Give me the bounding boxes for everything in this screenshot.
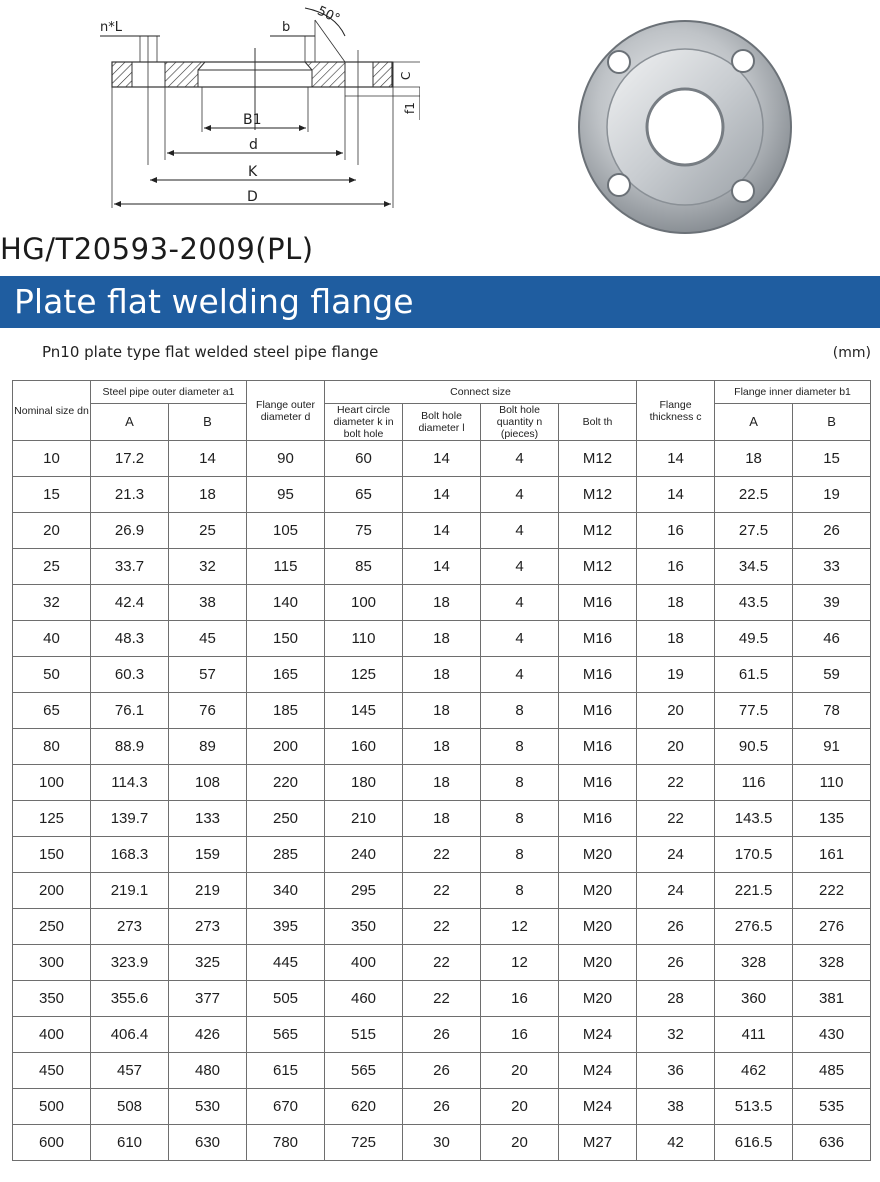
table-cell: 125 <box>325 657 403 693</box>
table-cell: 780 <box>247 1125 325 1161</box>
table-cell: 210 <box>325 801 403 837</box>
table-cell: 615 <box>247 1053 325 1089</box>
table-cell: 139.7 <box>91 801 169 837</box>
table-cell: 4 <box>481 513 559 549</box>
table-row <box>13 549 871 585</box>
table-cell: M12 <box>559 549 637 585</box>
table-cell: 457 <box>91 1053 169 1089</box>
table-cell: 42.4 <box>91 585 169 621</box>
table-cell: 26 <box>637 945 715 981</box>
table-row <box>13 801 871 837</box>
table-cell: 16 <box>637 513 715 549</box>
table-cell: 350 <box>325 909 403 945</box>
table-cell: 18 <box>403 621 481 657</box>
table-cell: 61.5 <box>715 657 793 693</box>
table-cell: 26 <box>793 513 871 549</box>
table-cell: 20 <box>13 513 91 549</box>
table-cell: 4 <box>481 621 559 657</box>
table-row <box>13 1125 871 1161</box>
table-cell: 20 <box>481 1089 559 1125</box>
table-cell: 20 <box>637 729 715 765</box>
table-cell: 85 <box>325 549 403 585</box>
table-row <box>13 945 871 981</box>
table-cell: 27.5 <box>715 513 793 549</box>
table-cell: 60.3 <box>91 657 169 693</box>
table-cell: 16 <box>481 1017 559 1053</box>
table-cell: 220 <box>247 765 325 801</box>
table-cell: 377 <box>169 981 247 1017</box>
header-sub-a: A <box>715 404 793 441</box>
table-cell: 12 <box>481 945 559 981</box>
table-cell: 105 <box>247 513 325 549</box>
table-cell: 406.4 <box>91 1017 169 1053</box>
table-cell: 18 <box>403 765 481 801</box>
table-cell: 168.3 <box>91 837 169 873</box>
table-cell: 32 <box>169 549 247 585</box>
table-row <box>13 837 871 873</box>
table-cell: 500 <box>13 1089 91 1125</box>
table-cell: 161 <box>793 837 871 873</box>
table-cell: 14 <box>403 477 481 513</box>
table-subtitle: Pn10 plate type flat welded steel pipe flange <box>42 343 379 361</box>
table-cell: 20 <box>637 693 715 729</box>
header-nominal-size: Nominal size dn <box>13 381 91 441</box>
table-cell: M24 <box>559 1017 637 1053</box>
table-cell: 462 <box>715 1053 793 1089</box>
table-cell: 114.3 <box>91 765 169 801</box>
table-cell: 15 <box>13 477 91 513</box>
label-b: b <box>282 20 291 35</box>
table-cell: 33.7 <box>91 549 169 585</box>
table-row <box>13 729 871 765</box>
table-cell: 395 <box>247 909 325 945</box>
table-row <box>13 657 871 693</box>
table-cell: M16 <box>559 801 637 837</box>
table-cell: 34.5 <box>715 549 793 585</box>
unit-label: (mm) <box>832 345 871 361</box>
table-cell: 340 <box>247 873 325 909</box>
table-cell: 18 <box>403 657 481 693</box>
table-cell: 22.5 <box>715 477 793 513</box>
header-bolt-hole-quantity: Bolt hole quantity n (pieces) <box>481 404 559 441</box>
table-row <box>13 477 871 513</box>
table-cell: 28 <box>637 981 715 1017</box>
table-cell: 39 <box>793 585 871 621</box>
table-cell: 530 <box>169 1089 247 1125</box>
table-cell: 150 <box>13 837 91 873</box>
table-cell: 57 <box>169 657 247 693</box>
table-cell: 328 <box>793 945 871 981</box>
table-cell: 145 <box>325 693 403 729</box>
table-cell: M24 <box>559 1089 637 1125</box>
table-cell: 95 <box>247 477 325 513</box>
table-cell: 46 <box>793 621 871 657</box>
table-cell: 18 <box>403 693 481 729</box>
table-cell: 14 <box>169 441 247 477</box>
table-cell: 20 <box>481 1053 559 1089</box>
table-cell: 49.5 <box>715 621 793 657</box>
table-row <box>13 1053 871 1089</box>
table-cell: 150 <box>247 621 325 657</box>
table-cell: 250 <box>13 909 91 945</box>
table-cell: 400 <box>325 945 403 981</box>
table-cell: 16 <box>637 549 715 585</box>
table-cell: 165 <box>247 657 325 693</box>
table-cell: 8 <box>481 873 559 909</box>
header-bolt-hole-diameter: Bolt hole diameter l <box>403 404 481 441</box>
table-cell: 219.1 <box>91 873 169 909</box>
label-f1: f1 <box>403 102 417 114</box>
table-cell: 219 <box>169 873 247 909</box>
table-row <box>13 1089 871 1125</box>
table-cell: M16 <box>559 765 637 801</box>
label-c: C <box>399 71 413 80</box>
table-cell: 14 <box>637 477 715 513</box>
table-cell: 276 <box>793 909 871 945</box>
table-cell: 32 <box>637 1017 715 1053</box>
table-cell: 22 <box>403 909 481 945</box>
table-cell: 24 <box>637 873 715 909</box>
table-cell: 18 <box>403 585 481 621</box>
table-cell: 10 <box>13 441 91 477</box>
table-cell: 4 <box>481 657 559 693</box>
flange-cross-section-drawing <box>0 0 420 230</box>
table-cell: 26 <box>637 909 715 945</box>
banner-title: Plate flat welding flange <box>0 276 880 328</box>
header-connect-size: Connect size <box>325 381 637 404</box>
table-cell: M16 <box>559 657 637 693</box>
table-cell: M16 <box>559 621 637 657</box>
table-cell: 110 <box>325 621 403 657</box>
table-cell: M12 <box>559 513 637 549</box>
label-b1: B1 <box>243 112 262 128</box>
table-cell: 565 <box>247 1017 325 1053</box>
table-cell: 78 <box>793 693 871 729</box>
table-cell: 89 <box>169 729 247 765</box>
table-cell: 515 <box>325 1017 403 1053</box>
table-cell: 140 <box>247 585 325 621</box>
table-row <box>13 981 871 1017</box>
table-row <box>13 873 871 909</box>
table-cell: 221.5 <box>715 873 793 909</box>
table-row <box>13 621 871 657</box>
table-row <box>13 1017 871 1053</box>
table-cell: 116 <box>715 765 793 801</box>
table-cell: 460 <box>325 981 403 1017</box>
table-cell: 18 <box>715 441 793 477</box>
table-cell: 100 <box>13 765 91 801</box>
table-cell: 26 <box>403 1053 481 1089</box>
table-cell: 33 <box>793 549 871 585</box>
standard-code: HG/T20593-2009(PL) <box>0 232 314 266</box>
table-cell: 8 <box>481 765 559 801</box>
table-cell: 26 <box>403 1017 481 1053</box>
table-cell: 485 <box>793 1053 871 1089</box>
table-cell: 185 <box>247 693 325 729</box>
table-cell: 300 <box>13 945 91 981</box>
table-cell: 80 <box>13 729 91 765</box>
table-cell: 45 <box>169 621 247 657</box>
header-flange-thickness: Flange thickness c <box>637 381 715 441</box>
table-cell: 14 <box>403 549 481 585</box>
table-cell: 8 <box>481 693 559 729</box>
table-cell: 8 <box>481 729 559 765</box>
table-cell: 133 <box>169 801 247 837</box>
table-cell: 426 <box>169 1017 247 1053</box>
table-cell: 32 <box>13 585 91 621</box>
table-cell: 4 <box>481 549 559 585</box>
table-cell: 135 <box>793 801 871 837</box>
label-angle: 50° <box>314 3 343 27</box>
table-cell: 620 <box>325 1089 403 1125</box>
table-cell: 50 <box>13 657 91 693</box>
table-cell: 12 <box>481 909 559 945</box>
table-cell: M16 <box>559 729 637 765</box>
table-cell: 18 <box>403 729 481 765</box>
table-cell: M20 <box>559 945 637 981</box>
table-cell: 159 <box>169 837 247 873</box>
table-cell: 430 <box>793 1017 871 1053</box>
table-cell: 18 <box>637 621 715 657</box>
table-cell: 400 <box>13 1017 91 1053</box>
table-cell: M27 <box>559 1125 637 1161</box>
table-cell: 14 <box>637 441 715 477</box>
header-sub-b: B <box>793 404 871 441</box>
table-cell: 505 <box>247 981 325 1017</box>
table-cell: 100 <box>325 585 403 621</box>
table-cell: 240 <box>325 837 403 873</box>
table-cell: 22 <box>637 765 715 801</box>
table-cell: M20 <box>559 981 637 1017</box>
table-cell: 273 <box>169 909 247 945</box>
table-cell: 21.3 <box>91 477 169 513</box>
table-cell: 273 <box>91 909 169 945</box>
table-cell: 40 <box>13 621 91 657</box>
table-row <box>13 693 871 729</box>
table-row <box>13 585 871 621</box>
table-cell: 450 <box>13 1053 91 1089</box>
table-cell: M20 <box>559 873 637 909</box>
table-cell: 90 <box>247 441 325 477</box>
table-cell: 76 <box>169 693 247 729</box>
table-cell: 480 <box>169 1053 247 1089</box>
header-steel-pipe-outer: Steel pipe outer diameter a1 <box>91 381 247 404</box>
label-d-small: d <box>249 137 258 153</box>
table-cell: 25 <box>169 513 247 549</box>
table-cell: 25 <box>13 549 91 585</box>
table-cell: 20 <box>481 1125 559 1161</box>
table-cell: 22 <box>403 873 481 909</box>
table-cell: 26 <box>403 1089 481 1125</box>
table-cell: 108 <box>169 765 247 801</box>
table-cell: M12 <box>559 477 637 513</box>
table-cell: 325 <box>169 945 247 981</box>
table-cell: 18 <box>403 801 481 837</box>
table-cell: 355.6 <box>91 981 169 1017</box>
table-cell: M20 <box>559 837 637 873</box>
table-cell: 19 <box>793 477 871 513</box>
table-cell: 77.5 <box>715 693 793 729</box>
table-cell: 125 <box>13 801 91 837</box>
table-cell: 30 <box>403 1125 481 1161</box>
table-cell: 160 <box>325 729 403 765</box>
table-cell: 22 <box>403 981 481 1017</box>
table-cell: M16 <box>559 585 637 621</box>
table-cell: 14 <box>403 441 481 477</box>
table-cell: 91 <box>793 729 871 765</box>
table-cell: M20 <box>559 909 637 945</box>
table-cell: 15 <box>793 441 871 477</box>
table-cell: 180 <box>325 765 403 801</box>
header-sub-a: A <box>91 404 169 441</box>
label-d-big: D <box>247 189 258 205</box>
table-cell: 43.5 <box>715 585 793 621</box>
label-n-l: n*L <box>100 20 122 35</box>
table-cell: 4 <box>481 477 559 513</box>
table-cell: 22 <box>637 801 715 837</box>
table-cell: 250 <box>247 801 325 837</box>
table-cell: 630 <box>169 1125 247 1161</box>
table-cell: 295 <box>325 873 403 909</box>
table-cell: 60 <box>325 441 403 477</box>
table-cell: 38 <box>169 585 247 621</box>
table-cell: 115 <box>247 549 325 585</box>
table-cell: 360 <box>715 981 793 1017</box>
table-cell: 65 <box>13 693 91 729</box>
table-row <box>13 909 871 945</box>
header-flange-outer: Flange outer diameter d <box>247 381 325 441</box>
table-cell: 565 <box>325 1053 403 1089</box>
table-cell: 610 <box>91 1125 169 1161</box>
table-cell: 350 <box>13 981 91 1017</box>
table-cell: 42 <box>637 1125 715 1161</box>
table-cell: 48.3 <box>91 621 169 657</box>
table-cell: 508 <box>91 1089 169 1125</box>
flange-spec-table <box>12 380 871 1161</box>
table-cell: 323.9 <box>91 945 169 981</box>
flange-product-image <box>575 12 795 242</box>
table-cell: 19 <box>637 657 715 693</box>
table-cell: 76.1 <box>91 693 169 729</box>
table-cell: 200 <box>13 873 91 909</box>
label-k: K <box>248 164 258 180</box>
table-cell: 636 <box>793 1125 871 1161</box>
table-cell: 38 <box>637 1089 715 1125</box>
table-row <box>13 441 871 477</box>
table-cell: 65 <box>325 477 403 513</box>
table-cell: 535 <box>793 1089 871 1125</box>
table-cell: M16 <box>559 693 637 729</box>
table-cell: 17.2 <box>91 441 169 477</box>
table-row <box>13 765 871 801</box>
table-cell: 14 <box>403 513 481 549</box>
table-cell: 24 <box>637 837 715 873</box>
table-cell: 616.5 <box>715 1125 793 1161</box>
table-cell: 328 <box>715 945 793 981</box>
table-cell: 285 <box>247 837 325 873</box>
table-cell: 276.5 <box>715 909 793 945</box>
table-cell: 445 <box>247 945 325 981</box>
table-cell: 170.5 <box>715 837 793 873</box>
table-cell: 4 <box>481 441 559 477</box>
table-cell: 381 <box>793 981 871 1017</box>
table-cell: 513.5 <box>715 1089 793 1125</box>
table-cell: 75 <box>325 513 403 549</box>
table-cell: M24 <box>559 1053 637 1089</box>
header-sub-b: B <box>169 404 247 441</box>
header-flange-inner: Flange inner diameter b1 <box>715 381 871 404</box>
table-cell: 4 <box>481 585 559 621</box>
table-row <box>13 513 871 549</box>
table-cell: 670 <box>247 1089 325 1125</box>
table-cell: 59 <box>793 657 871 693</box>
table-cell: 411 <box>715 1017 793 1053</box>
table-cell: 36 <box>637 1053 715 1089</box>
table-cell: 18 <box>169 477 247 513</box>
table-cell: 8 <box>481 801 559 837</box>
table-cell: 16 <box>481 981 559 1017</box>
table-cell: 222 <box>793 873 871 909</box>
table-cell: 22 <box>403 945 481 981</box>
table-cell: 22 <box>403 837 481 873</box>
table-cell: 200 <box>247 729 325 765</box>
table-cell: 90.5 <box>715 729 793 765</box>
table-cell: 143.5 <box>715 801 793 837</box>
header-bolt-th: Bolt th <box>559 404 637 441</box>
table-cell: 110 <box>793 765 871 801</box>
table-body <box>13 441 871 1161</box>
table-cell: 8 <box>481 837 559 873</box>
table-cell: 18 <box>637 585 715 621</box>
table-cell: 600 <box>13 1125 91 1161</box>
header-heart-circle: Heart circle diameter k in bolt hole <box>325 404 403 441</box>
table-cell: 725 <box>325 1125 403 1161</box>
table-cell: 88.9 <box>91 729 169 765</box>
table-cell: M12 <box>559 441 637 477</box>
table-cell: 26.9 <box>91 513 169 549</box>
